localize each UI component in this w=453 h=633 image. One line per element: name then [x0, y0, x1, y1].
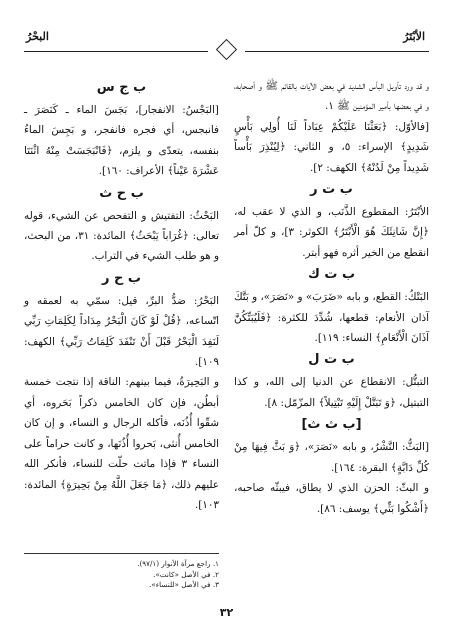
entry-heading: ب ت ل: [308, 352, 355, 368]
left-text-column: [24, 76, 219, 515]
footnote: ٣. في الأصل «للنساء».: [149, 580, 219, 590]
header-rule-right: [245, 51, 429, 52]
running-head-left: البحْرُ: [26, 30, 49, 43]
header-rule-left: [24, 51, 208, 52]
footnotes: [24, 553, 219, 591]
entry-heading: ب ت ك: [307, 267, 356, 283]
paragraph: [البَثُّ: النَّشْرُ، و بابه «نَصَرَ»، ﴿وَ بَثَّ فِيهَا مِنْ كُلِّ دَابَّةٍ﴾ البقرة: ١٦٤].: [234, 441, 429, 474]
paragraph: البَحْرُ: ضدُّ البرِّ، قيل: سمّي به لعمقه و اتّساعه، ﴿قُلْ لَوْ كَانَ الْبَحْرُ مِدَاداً لِكَلِمَاتِ رَبِّي لَنَفِدَ الْبَحْرُ قَبْلَ أَنْ تَنْفَدَ كَلِمَاتُ رَبِّي﴾ الكهف: ١٠٩].: [24, 294, 219, 369]
page-number: ٣٢: [219, 606, 234, 619]
paragraph: التبتُّل: الانقطاع عن الدنيا إلى الله، و كذا التبتيل، ﴿وَ تَبَتَّلْ إِلَيْهِ تَبْتِيلاً﴾ المزّمّل: ٨].: [234, 376, 429, 409]
entry-heading: ب ح ث: [99, 185, 144, 201]
entry-heading: ب ج س: [96, 80, 147, 95]
running-head-right: الأبْتَرُ: [403, 30, 425, 43]
footnote: ١. راجع مرآة الأنوار (٩٧/١).: [137, 559, 219, 568]
paragraph: [فالأوّل: ﴿بَعَثْنَا عَلَيْكُمْ عِبَاداً لَنَا أُولِي بَأْسٍ شَدِيدٍ﴾ الإسراء: ٥، و الثاني: ﴿لِيُنْذِرَ بَأْساً شَدِيداً مِنْ لَدُنْهُ﴾ الكهف: ٢].: [234, 120, 430, 174]
paragraph: [البَجْسُ: الانفجار]، بَجَسَ الماء ـ كَنَصَرَ ـ فانبجس، أي فجره فانفجر، و بَجِسَ الماءُ بنفسه، يتعدّى و يلزم، ﴿فَانْبَجَسَتْ مِنْهُ اثْنَتَا عَشْرَةَ عَيْناً﴾ الأعراف: ١٦٠].: [24, 104, 219, 178]
paragraph: البَتْكُ: القطع، و بابه «ضَرَبَ» و «نَصَرَ»، و بَتَّكَ آذان الأنعام: قطعها، شُدِّدَ للكثرة: ﴿فَلَيُبَتِّكُنَّ آذَانَ الْأَنْعَامِ﴾ النساء: ١١٩].: [234, 291, 429, 345]
paragraph: الأبْتَرُ: المقطوع الذَّنَب، و الذي لا عقب له، ﴿إِنَّ شَانِئَكَ هُوَ الْأَبْتَرُ﴾ الكوثر: ٣]، و كلّ أمر انقطع من الخير أثره فهو أبتر.: [234, 206, 429, 259]
paragraph: و البَحِيرَةُ، فيما بينهم: الناقة إذا نتجت خمسة أبطُن، فإن كان الخامس ذكراً بَحَروه، أي شقّوا أُذُنَه، فأكله الرجال و النساء، و إن كان الخامس أُنثى، بَحروا أُذُنَها، و كانت حراماً على النساء ٣ فإذا ماتت حلّت للنساء، فأنكر الله عليهم ذلك، ﴿مَا جَعَلَ اللَّهُ مِنْ بَحِيرَةٍ﴾ المائدة: ١٠٣].: [24, 376, 219, 511]
paragraph: و قد ورد تأويل البأس الشديد في بعض الآيات بالقائم ﷺ و أصحابه، و في بعضها بأمير المؤمنين ﷺ ١.: [234, 80, 429, 113]
entry-heading: ب ح ر: [102, 270, 141, 286]
entry-heading: ب ت ر: [310, 182, 353, 198]
right-text-column: [234, 76, 429, 519]
paragraph: البَحْثُ: التفتيش و التفحص عن الشيء، قوله تعالى: ﴿غُرَاباً يَبْحَثُ﴾ المائدة: ٣١، من البحث، و هو طلب الشيء في التراب.: [24, 209, 220, 263]
diamond-ornament-icon: [216, 39, 237, 60]
page-header: [0, 0, 453, 72]
footnote: ٢. في الأصل «كانت».: [153, 569, 219, 579]
entry-heading: [ب ث ث]: [301, 417, 362, 433]
paragraph: و البثّ: الحزن الذي لا يطاق، فيبثّه صاحبه، ﴿أَشْكُوا بَثِّي﴾ يوسف: ٨٦].: [234, 482, 429, 515]
